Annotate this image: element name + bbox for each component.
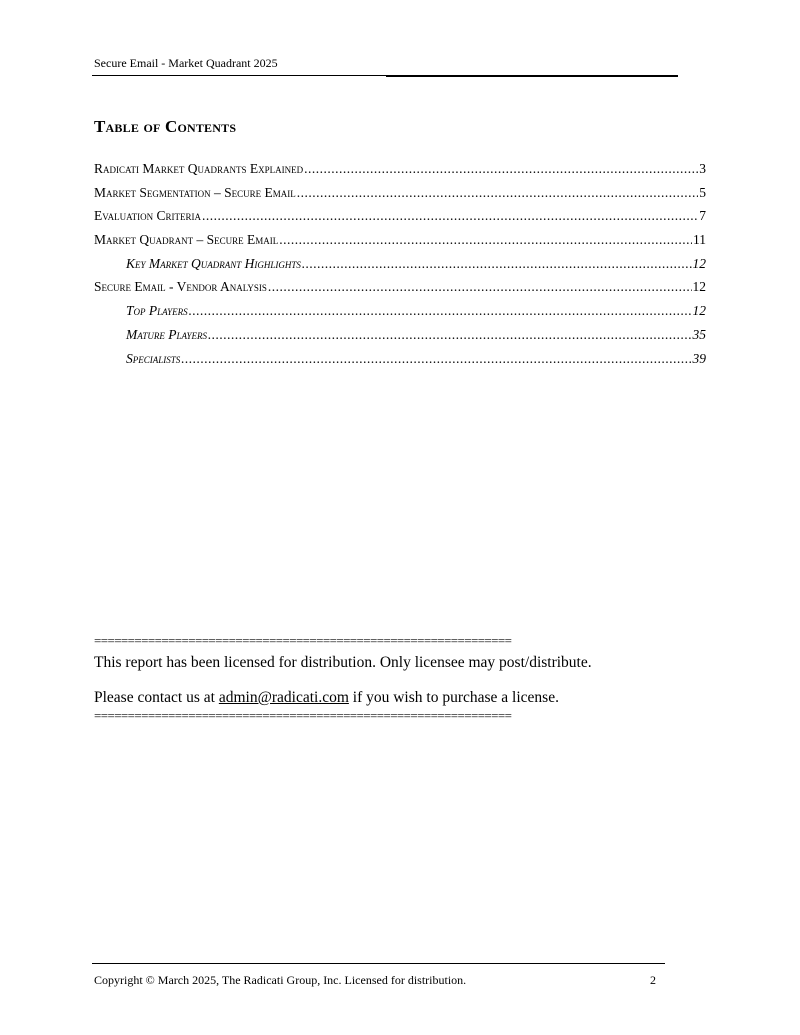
toc-subentry[interactable] [94,302,706,326]
toc-dot-leader [181,350,691,368]
toc-dot-leader [268,278,692,296]
toc-entry-page: 11 [693,232,706,248]
toc-entry[interactable] [94,231,706,255]
toc-entry-label: Top Players [126,303,188,319]
toc-dot-leader [189,302,692,320]
toc-entry-label: Market Segmentation – Secure Email [94,184,296,200]
notice-separator-bottom: ============================================================== [94,711,512,722]
toc-entry-page: 7 [699,208,706,224]
toc-entry-page: 3 [699,161,706,176]
toc-dot-leader [202,207,698,225]
purchase-notice-suffix: if you wish to purchase a license. [348,689,559,706]
toc-dot-leader [297,184,698,202]
toc-entry-label: Secure Email - Vendor Analysis [94,279,267,295]
purchase-notice [94,689,559,707]
contact-email-link[interactable]: admin@radicati.com [218,689,349,706]
toc-entry-label: Radicati Market Quadrants Explained [94,161,304,176]
toc-dot-leader [208,326,691,344]
toc-entry-page: 12 [692,255,706,271]
toc-entry-label: Market Quadrant – Secure Email [94,232,279,248]
toc-entry-label: Mature Players [126,326,208,342]
toc-entry-page: 39 [692,350,706,366]
purchase-notice-prefix: Please contact us at [94,689,219,706]
toc-subentry[interactable] [94,350,706,374]
toc-entry[interactable] [94,184,706,208]
toc-dot-leader [302,255,692,273]
toc-title: Table of Contents [94,117,237,136]
toc-entry-page: 12 [692,303,706,319]
toc-entry-page: 5 [699,184,706,200]
toc-entry-label: Evaluation Criteria [94,208,201,224]
toc-entry[interactable] [94,160,706,184]
header-rule-accent [386,75,678,77]
toc-entry[interactable] [94,207,706,231]
toc-subentry[interactable] [94,255,706,279]
toc-entry-page: 12 [692,279,706,295]
license-notice: This report has been licensed for distribution. Only licensee may post/distribute. [94,654,592,671]
toc-entry-page: 35 [692,326,706,342]
footer-rule [92,963,665,964]
toc-dot-leader [304,160,698,178]
toc-entry-label: Key Market Quadrant Highlights [126,255,301,271]
table-of-contents [94,160,706,373]
toc-dot-leader [279,231,692,249]
running-header: Secure Email - Market Quadrant 2025 [94,56,278,70]
toc-entry[interactable] [94,278,706,302]
notice-separator-top: ============================================================== [94,636,512,647]
toc-entry-label: Specialists [126,350,181,366]
page-number: 2 [650,973,656,987]
toc-subentry[interactable] [94,326,706,350]
footer-copyright: Copyright © March 2025, The Radicati Group, Inc. Licensed for distribution. [94,973,467,987]
